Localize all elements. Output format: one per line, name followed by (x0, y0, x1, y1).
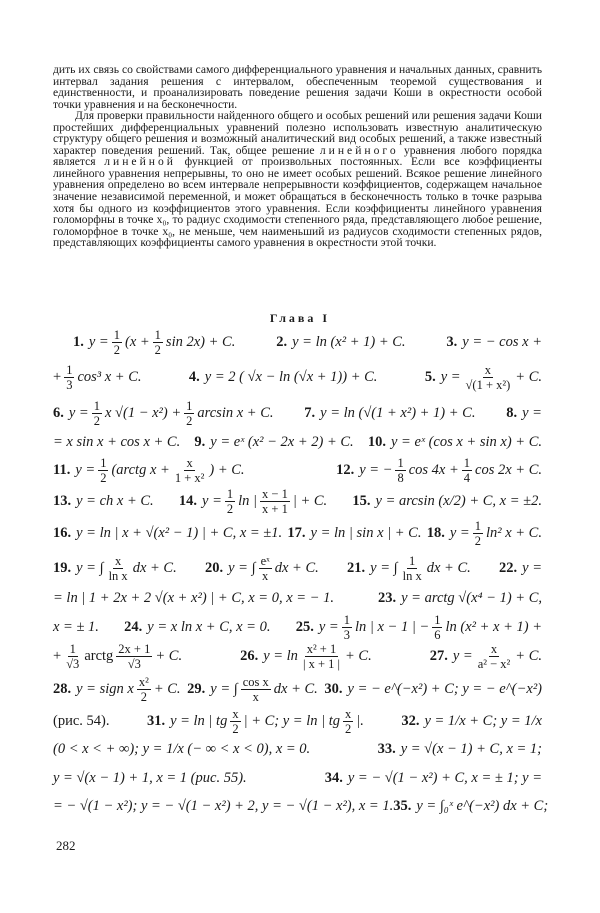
chapter-heading: Глава I (269, 311, 331, 325)
fraction: $\frac{1}{\text{ln x}}$ (402, 553, 422, 583)
fraction: $\frac{x}{2}$ (345, 706, 352, 736)
answers-line-12: 28. y = sign x $\frac{\text{x²}}{2}$ + C. 29. y = ∫ $\frac{\text{cos x}}{x}$ dx + C. 30. y = − e^(−x²) + C; y = − e^(−x²) (53, 674, 542, 704)
answers-line-1: 1. y = $\frac{1}{2}$ (x + $\frac{1}{2}$ sin 2x) + C. 2. y = ln (x² + 1) + C. 3. y = − cos x + (73, 327, 542, 357)
fraction: $\frac{1}{3}$ (343, 612, 350, 642)
fraction: $\frac{x}{\text{a² − x²}}$ (477, 641, 511, 671)
answers-line-3: 6. y = $\frac{1}{2}$ x √(1 − x²) + $\frac{1}{2}$ arcsin x + C. 7. y = ln (√(1 + x²) + 1) + C. 8. y = (53, 398, 542, 428)
fraction: $\frac{1}{√3}$ (66, 641, 80, 671)
fraction: $\frac{1}{3}$ (66, 362, 73, 392)
fraction: $\frac{1}{2}$ (474, 518, 481, 548)
intro-paragraph-continued (53, 64, 542, 249)
answers-line-5: 11. y = $\frac{1}{2}$ (arctg x + $\frac{x}{\text{1 + x²}}$ ) + C. 12. y = − $\frac{1}{8}$ cos 4x + $\frac{1}{4}$ cos 2x + C. (53, 455, 542, 485)
emphasis-linear: линейного (319, 143, 399, 157)
answers-line-13: (рис. 54). 31. y = ln | tg $\frac{x}{2}$ | + C; y = ln | tg $\frac{x}{2}$ |. 32. y = 1/x + C; y = 1/x (53, 706, 542, 736)
answers-line-15: y = √(x − 1) + 1, x = 1 (рис. 55). 34. y = − √(1 − x²) + C, x = ± 1; y = (53, 769, 542, 786)
answers-line-14: (0 < x < + ∞); y = 1/x (− ∞ < x < 0), x = 0. 33. y = √(x − 1) + C, x = 1; (53, 740, 542, 757)
fraction: $\frac{x - 1}{x + 1}$ (262, 486, 288, 516)
answers-line-7: 16. y = ln | x + √(x² − 1) | + C, x = ±1. 17. y = ln | sin x | + C. 18. y = $\frac{1}{2}$ ln² x + C. (53, 518, 542, 548)
fraction: $\frac{\text{x²}}{2}$ (138, 674, 149, 704)
page-number: 282 (56, 838, 76, 853)
answers-line-6: 13. y = ch x + C. 14. y = $\frac{1}{2}$ ln | $\frac{x - 1}{x + 1}$ | + C. 15. y = arcsin (x/2) + C, x = ±2. (53, 486, 542, 516)
fraction: $\frac{x}{\text{√(1 + x²)}}$ (465, 362, 511, 392)
fraction: $\frac{\text{x² + 1}}{| x + 1 |}$ (302, 641, 340, 671)
fraction: $\frac{1}{6}$ (434, 612, 441, 642)
fraction: $\frac{2x + 1}{√3}$ (118, 641, 151, 671)
fraction: $\frac{1}{2}$ (226, 486, 234, 516)
paragraph-1: дить их связь со свойствами самого дифференциального уравнения и начальных данных, сравнить интервал задания решения с интервалом, обеспеченным теоремой существования и единственности, и проанализировать поведение решения задачи Коши в окрестности особой точки уравнения и на бесконечности. (53, 63, 542, 111)
answers-line-11: + $\frac{1}{√3}$ arctg $\frac{2x + 1}{√3}$ + C. 26. y = ln $\frac{\text{x² + 1}}{| x + 1 |}$ + C. 27. y = $\frac{x}{\text{a² − x²}}$ + C. (53, 641, 542, 671)
emphasis-linear-function: линейной (104, 155, 176, 169)
fraction: $\frac{x}{\text{1 + x²}}$ (174, 455, 205, 485)
answers-line-8: 19. y = ∫ $\frac{x}{\text{ln x}}$ dx + C. 20. y = ∫ $\frac{\text{eˣ}}{x}$ dx + C. 21. y = ∫ $\frac{1}{\text{ln x}}$ dx + C. 22. y = (53, 553, 542, 583)
answers-line-10: x = ± 1. 24. y = x ln x + C, x = 0. 25. y = $\frac{1}{3}$ ln | x − 1 | − $\frac{1}{6}$ ln (x² + x + 1) + (53, 612, 542, 642)
fraction: $\frac{1}{4}$ (463, 455, 471, 485)
fraction: $\frac{\text{eˣ}}{x}$ (260, 553, 270, 583)
fraction: $\frac{1}{2}$ (93, 398, 100, 428)
answers-line-2: + $\frac{1}{3}$ cos³ x + C. 4. y = 2 ( √x − ln (√x + 1)) + C. 5. y = $\frac{x}{\text{√(1 + x²)}}$ + C. (53, 362, 542, 392)
fraction: $\frac{1}{2}$ (154, 327, 161, 357)
fraction: $\frac{1}{2}$ (186, 398, 193, 428)
paragraph-2: Для проверки правильности найденного общего и особых решений или решения задачи Коши простейших дифференциальных уравнений полезно использовать известную аналитическую структуру общего решения и возможный аналитический вид особых решений, а также известный характер поведения решений. Так, общее решение линейного уравнения любого порядка является линейной функцией от произвольных постоянных. Если все коэффициенты линейного уравнения непрерывны, то оно не имеет особых решений. Всякое решение линейного уравнения определено во всем интервале непрерывности коэффициентов, содержащем начальное значение независимой переменной, и может обращаться в бесконечность только в точке разрыва хотя бы одного из коэффициентов этого уравнения. Если коэффициенты линейного уравнения голоморфны в точке x₀, то радиус сходимости степенного ряда, представляющего любое решение, голоморфное в точке x₀, не меньше, чем наименьший из радиусов сходимости степенных рядов, представляющих коэффициенты самого уравнения в окрестности этой точки. (53, 109, 542, 250)
answers-line-4: = x sin x + cos x + C. 9. y = eˣ (x² − 2x + 2) + C. 10. y = eˣ (cos x + sin x) + C. (53, 433, 542, 450)
fraction: $\frac{\text{cos x}}{x}$ (242, 674, 269, 704)
fraction: $\frac{1}{8}$ (397, 455, 404, 485)
fraction: $\frac{1}{2}$ (113, 327, 120, 357)
fraction: $\frac{1}{2}$ (100, 455, 107, 485)
fraction: $\frac{x}{2}$ (232, 706, 239, 736)
fraction: $\frac{x}{\text{ln x}}$ (108, 553, 128, 583)
answers-line-9: = ln | 1 + 2x + 2 √(x + x²) | + C, x = 0, x = − 1. 23. y = arctg √(x⁴ − 1) + C, (53, 589, 542, 606)
answers-line-16: = − √(1 − x²); y = − √(1 − x²) + 2, y = − √(1 − x²), x = 1. 35. y = ∫₀ˣ e^(−x²) dx + C; (53, 797, 549, 814)
